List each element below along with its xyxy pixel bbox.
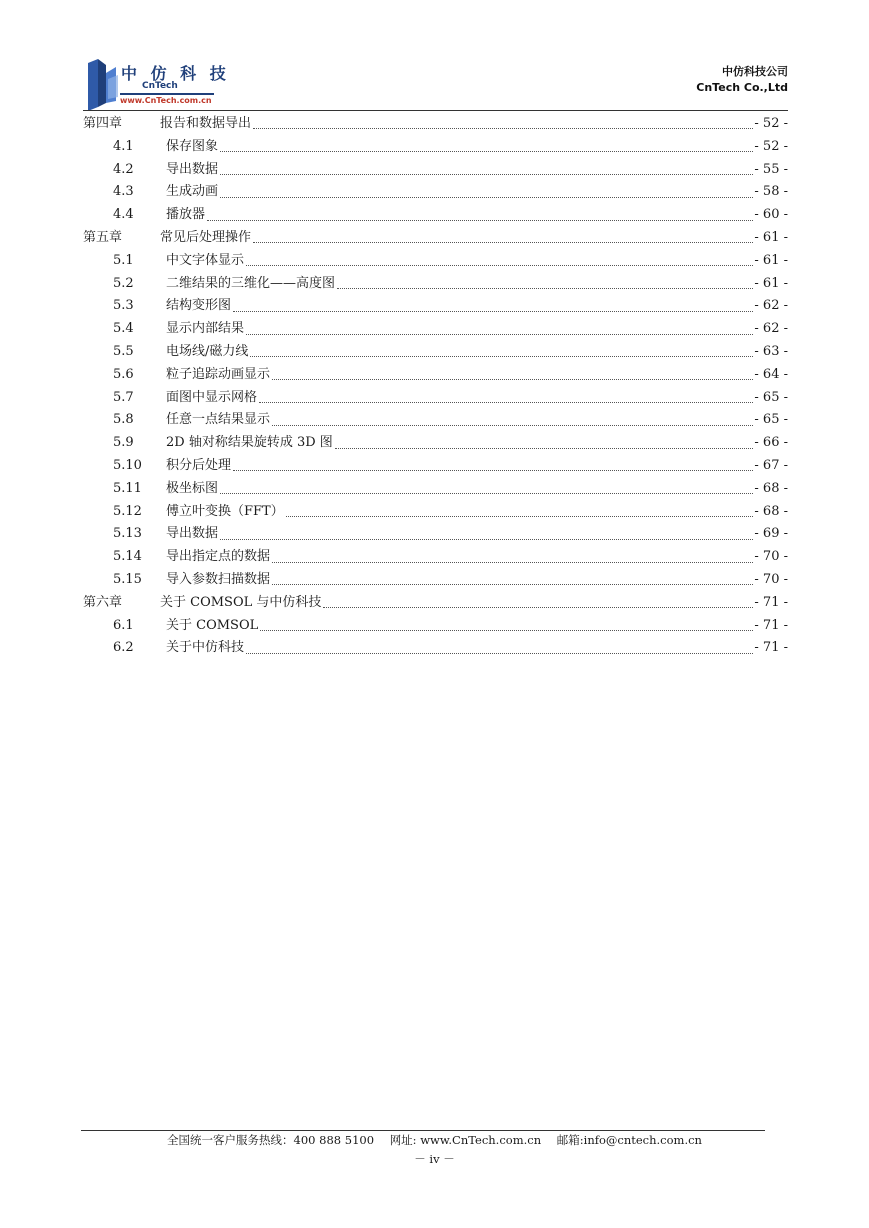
toc-entry-number: 5.10 [113,457,142,473]
toc-entry-page: - 60 - [754,207,788,223]
header-divider [83,110,788,111]
logo-name-cn: 中 仿 科 技 [121,64,230,83]
toc-entry-title: 中文字体显示 [166,252,245,268]
toc-entry-title: 2D 轴对称结果旋转成 3D 图 [166,435,333,451]
toc-entry-title: 任意一点结果显示 [166,412,271,428]
toc-entry-page: - 66 - [754,435,788,451]
toc-entry-number: 5.5 [113,343,134,359]
toc-entry-number: 5.11 [113,480,142,496]
company-logo [86,57,230,111]
toc-chapter-entry[interactable] [83,227,788,250]
toc-entry-page: - 71 - [754,617,788,633]
logo-name-en: CnTech [142,81,178,91]
company-name-block [696,64,788,96]
footer-divider [81,1130,765,1131]
toc-entry-title: 显示内部结果 [166,321,245,337]
toc-entry-number: 5.12 [113,503,142,519]
toc-entry-page: - 64 - [754,366,788,382]
toc-section-entry[interactable] [83,341,788,364]
toc-entry-number: 5.3 [113,298,134,314]
toc-entry-page: - 61 - [754,275,788,291]
toc-entry-page: - 71 - [754,640,788,656]
toc-entry-title: 关于 COMSOL 与中仿科技 [160,594,322,610]
toc-entry-title: 傅立叶变换（FFT） [166,503,284,519]
toc-entry-title: 导出数据 [166,161,219,177]
toc-entry-page: - 52 - [754,116,788,131]
toc-section-entry[interactable] [83,318,788,341]
toc-entry-title: 导出指定点的数据 [166,549,271,565]
toc-section-entry[interactable] [83,455,788,478]
toc-entry-page: - 65 - [754,389,788,405]
toc-dot-leader [272,561,753,563]
toc-section-entry[interactable] [83,136,788,159]
toc-dot-leader [259,401,753,403]
toc-dot-leader [233,469,753,471]
toc-section-entry[interactable] [83,295,788,318]
company-name-en: CnTech Co.,Ltd [696,81,788,94]
toc-entry-number: 第四章 [83,116,123,131]
toc-dot-leader [335,447,754,449]
toc-entry-page: - 67 - [754,457,788,473]
toc-entry-number: 5.4 [113,321,134,337]
toc-entry-title: 关于 COMSOL [166,617,259,633]
footer-hotline: 全国统一客户服务热线：400 888 5100 [167,1133,375,1147]
toc-entry-number: 5.15 [113,571,142,587]
toc-entry-page: - 69 - [754,526,788,542]
toc-section-entry[interactable] [83,204,788,227]
toc-section-entry[interactable] [83,432,788,455]
toc-entry-title: 结构变形图 [166,298,232,314]
toc-dot-leader [286,515,754,517]
toc-entry-page: - 65 - [754,412,788,428]
toc-entry-page: - 52 - [754,138,788,154]
toc-entry-page: - 70 - [754,549,788,565]
toc-entry-number: 5.8 [113,412,134,428]
toc-entry-number: 4.3 [113,184,134,200]
toc-entry-title: 播放器 [166,207,206,223]
toc-section-entry[interactable] [83,478,788,501]
toc-entry-number: 4.2 [113,161,134,177]
page-number: － iv － [414,1152,455,1166]
toc-entry-page: - 61 - [754,229,788,245]
toc-dot-leader [207,219,753,221]
toc-entry-page: - 62 - [754,298,788,314]
toc-entry-title: 保存图象 [166,138,219,154]
toc-dot-leader [220,196,753,198]
toc-entry-title: 电场线/磁力线 [166,343,249,359]
toc-chapter-entry[interactable] [83,592,788,615]
toc-dot-leader [246,264,753,266]
toc-entry-number: 5.7 [113,389,134,405]
toc-section-entry[interactable] [83,501,788,524]
toc-entry-title: 积分后处理 [166,457,232,473]
toc-entry-number: 6.1 [113,617,134,633]
toc-section-entry[interactable] [83,569,788,592]
toc-section-entry[interactable] [83,250,788,273]
toc-entry-number: 5.1 [113,252,134,268]
toc-dot-leader [220,492,753,494]
toc-section-entry[interactable] [83,637,788,660]
toc-entry-number: 5.13 [113,526,142,542]
toc-entry-title: 关于中仿科技 [166,640,245,656]
toc-chapter-entry[interactable] [83,113,788,136]
footer-contact [0,1132,869,1148]
toc-dot-leader [253,241,753,243]
toc-entry-page: - 68 - [754,480,788,496]
logo-divider [120,93,214,95]
logo-website: www.CnTech.com.cn [120,96,212,105]
toc-section-entry[interactable] [83,387,788,410]
toc-dot-leader [337,287,753,289]
toc-entry-page: - 58 - [754,184,788,200]
toc-entry-number: 5.9 [113,435,134,451]
toc-dot-leader [220,538,753,540]
toc-entry-number: 5.14 [113,549,142,565]
toc-entry-number: 第六章 [83,594,123,610]
toc-section-entry[interactable] [83,615,788,638]
toc-entry-title: 粒子追踪动画显示 [166,366,271,382]
toc-dot-leader [272,583,753,585]
toc-section-entry[interactable] [83,409,788,432]
toc-entry-title: 生成动画 [166,184,219,200]
toc-section-entry[interactable] [83,181,788,204]
toc-section-entry[interactable] [83,159,788,182]
footer-website: 网址: www.CnTech.com.cn [389,1133,542,1147]
toc-entry-page: - 70 - [754,571,788,587]
toc-dot-leader [272,378,753,380]
toc-dot-leader [246,652,753,654]
toc-entry-page: - 62 - [754,321,788,337]
toc-entry-title: 报告和数据导出 [160,116,252,131]
toc-entry-page: - 68 - [754,503,788,519]
toc-dot-leader [220,173,753,175]
toc-entry-page: - 61 - [754,252,788,268]
toc-dot-leader [250,355,753,357]
toc-dot-leader [272,424,753,426]
toc-entry-number: 6.2 [113,640,134,656]
toc-entry-number: 4.4 [113,207,134,223]
toc-section-entry[interactable] [83,364,788,387]
toc-entry-title: 导出数据 [166,526,219,542]
toc-entry-title: 常见后处理操作 [160,229,252,245]
toc-entry-title: 导入参数扫描数据 [166,571,271,587]
toc-dot-leader [233,310,753,312]
toc-entry-number: 第五章 [83,229,123,245]
footer-email: 邮箱:info@cntech.com.cn [556,1133,702,1147]
toc-entry-number: 5.6 [113,366,134,382]
toc-entry-title: 面图中显示网格 [166,389,258,405]
toc-entry-page: - 71 - [754,594,788,610]
toc-section-entry[interactable] [83,273,788,296]
toc-dot-leader [220,150,753,152]
toc-entry-number: 4.1 [113,138,134,154]
toc-entry-number: 5.2 [113,275,134,291]
toc-section-entry[interactable] [83,546,788,569]
toc-dot-leader [323,606,753,608]
toc-dot-leader [260,629,753,631]
toc-dot-leader [246,333,753,335]
logo-mark-icon [86,57,120,111]
toc-entry-page: - 63 - [754,343,788,359]
toc-entry-page: - 55 - [754,161,788,177]
toc-dot-leader [253,127,753,129]
toc-entry-title: 极坐标图 [166,480,219,496]
company-name-cn: 中仿科技公司 [722,65,788,78]
toc-entry-title: 二维结果的三维化——高度图 [166,275,336,291]
table-of-contents [83,113,788,660]
toc-section-entry[interactable] [83,523,788,546]
